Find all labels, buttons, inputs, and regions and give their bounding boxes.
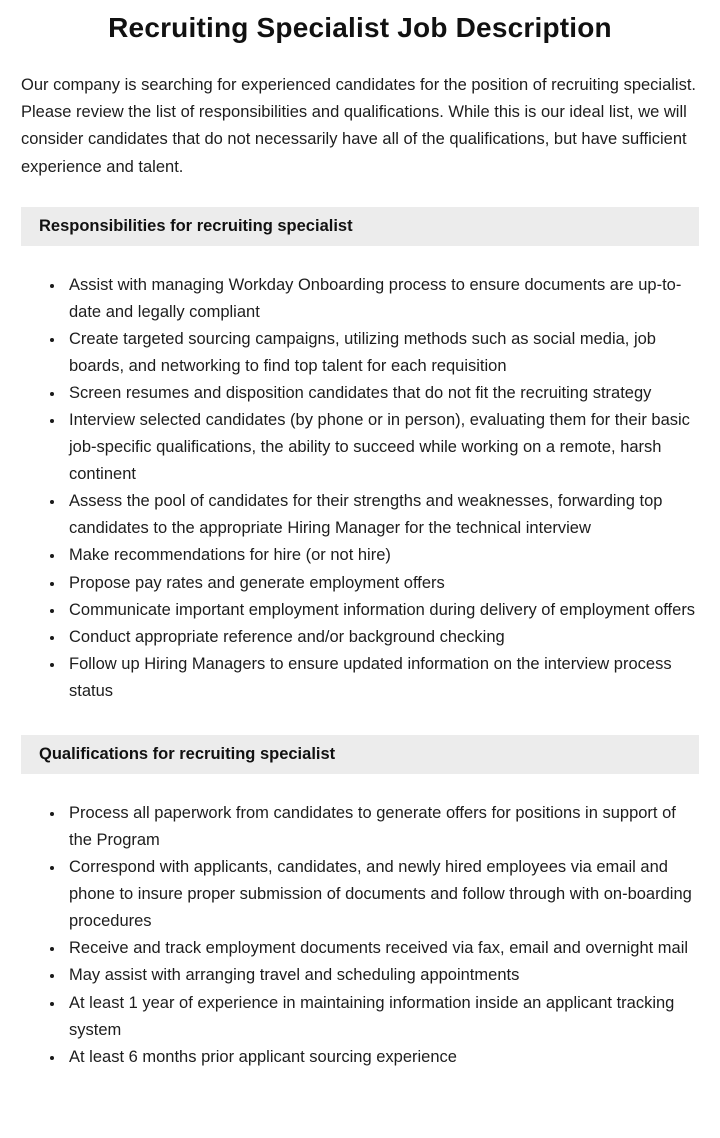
list-item: • Follow up Hiring Managers to ensure updated information on the interview process status — [65, 651, 699, 705]
qualifications-section — [21, 735, 699, 1071]
list-item: • At least 6 months prior applicant sourcing experience — [65, 1044, 699, 1071]
responsibilities-section — [21, 207, 699, 705]
list-item: • Create targeted sourcing campaigns, utilizing methods such as social media, job boards, and networking to find top talent for each requisition — [65, 326, 699, 380]
qualifications-list — [21, 800, 699, 1070]
list-item: • Communicate important employment information during delivery of employment offers — [65, 597, 699, 624]
list-item: • At least 1 year of experience in maintaining information inside an applicant tracking system — [65, 990, 699, 1044]
list-item: • Correspond with applicants, candidates, and newly hired employees via email and phone to insure proper submission of documents and follow through with on-boarding procedures — [65, 854, 699, 935]
list-item: • Screen resumes and disposition candidates that do not fit the recruiting strategy — [65, 380, 699, 407]
list-item: • Process all paperwork from candidates to generate offers for positions in support of the Program — [65, 800, 699, 854]
list-item: • Assess the pool of candidates for their strengths and weaknesses, forwarding top candidates to the appropriate Hiring Manager for the technical interview — [65, 488, 699, 542]
list-item: • Interview selected candidates (by phone or in person), evaluating them for their basic job-specific qualifications, the ability to succeed while working on a remote, harsh continent — [65, 407, 699, 488]
list-item: • Conduct appropriate reference and/or background checking — [65, 624, 699, 651]
qualifications-heading: Qualifications for recruiting specialist — [21, 735, 699, 774]
list-item: • Propose pay rates and generate employment offers — [65, 570, 699, 597]
intro-paragraph: Our company is searching for experienced candidates for the position of recruiting specialist. Please review the list of responsibilities and qualifications. While this is our ideal list, we will consider candidates that do not necessarily have all of the qualifications, but have sufficient experience and talent. — [21, 76, 697, 176]
list-item: • Make recommendations for hire (or not hire) — [65, 542, 699, 569]
list-item: • May assist with arranging travel and scheduling appointments — [65, 962, 699, 989]
responsibilities-list — [21, 272, 699, 705]
list-item: • Assist with managing Workday Onboarding process to ensure documents are up-to-date and legally compliant — [65, 272, 699, 326]
responsibilities-heading: Responsibilities for recruiting specialist — [21, 207, 699, 246]
page-title: Recruiting Specialist Job Description — [108, 12, 612, 43]
list-item: • Receive and track employment documents received via fax, email and overnight mail — [65, 935, 699, 962]
